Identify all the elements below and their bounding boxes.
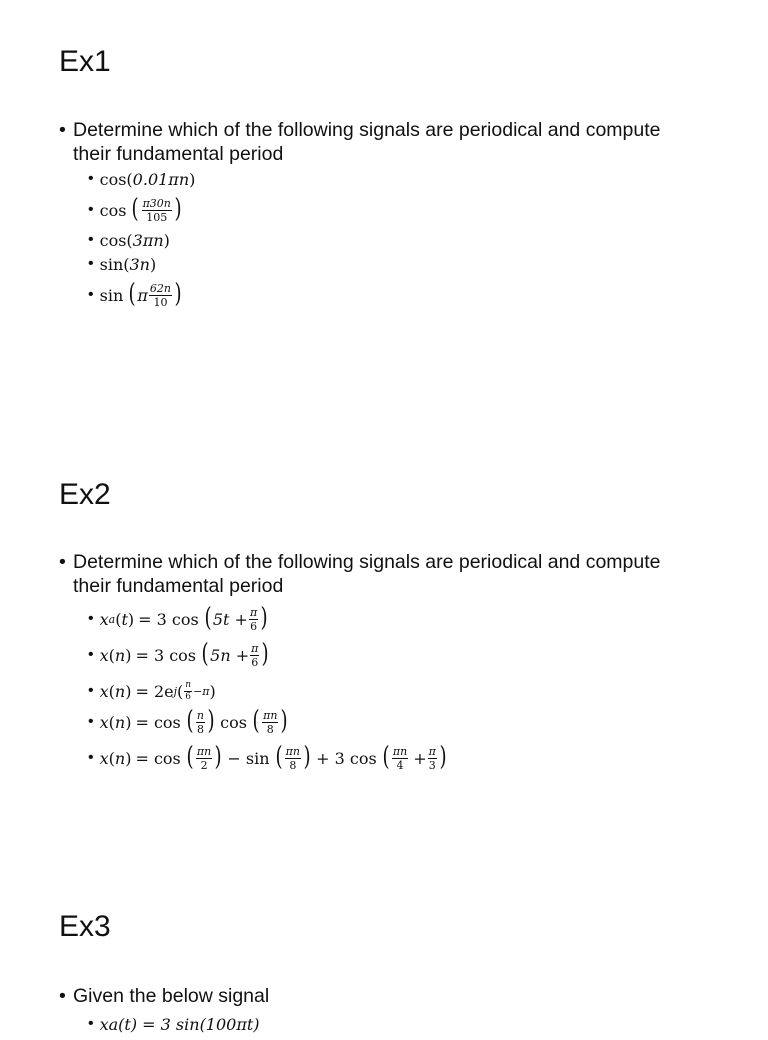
ex1-item-4: • sin ( 3n )	[88, 254, 157, 274]
ex2-bullet	[59, 550, 679, 598]
ex1-title: Ex1	[59, 45, 111, 78]
bullet-dot: •	[59, 551, 66, 573]
ex1-item-2: • cos ( $\frac{\pi 30n}{105}$ )	[88, 193, 182, 224]
bullet-dot: •	[59, 985, 66, 1007]
ex1-bullet	[59, 118, 679, 166]
ex2-item-4: • x ( n ) = cos ( $\frac{n}{8}$ ) cos ( $\frac{\pi n}{8}$ )	[88, 705, 289, 736]
bullet-dot: •	[59, 119, 66, 141]
ex1-item-3: • cos ( 3πn )	[88, 230, 170, 250]
ex2-title: Ex2	[59, 478, 111, 511]
ex2-item-1: • x a ( t ) = 3 cos ( 5t + $\frac{\pi}{6}$ )	[88, 602, 268, 633]
ex2-item-5: • x ( n ) = cos ( $\frac{\pi n}{2}$ ) − sin ( $\frac{\pi n}{8}$ ) + 3 cos ( $\frac{\pi n}{4}$ + $\frac{\pi}{3}$ )	[88, 741, 447, 772]
ex3-bullet-text: Given the below signal	[73, 985, 270, 1007]
ex3-bullet	[59, 984, 679, 1008]
ex2-bullet-text: Determine which of the following signals are periodical and compute their fundamental period	[73, 551, 661, 597]
ex3-title: Ex3	[59, 910, 111, 943]
ex1-item-5: • sin ( π $\frac{62n}{10}$ )	[88, 278, 182, 309]
ex1-item-1: • cos ( 0.01πn )	[88, 169, 196, 189]
ex2-item-3: • x ( n ) = 2e j ( $\frac{n}{6}$ −π )	[88, 679, 216, 702]
ex1-bullet-text: Determine which of the following signals are periodical and compute their fundamental period	[73, 119, 661, 165]
ex2-item-2: • x ( n ) = 3 cos ( 5n + $\frac{\pi}{6}$ )	[88, 638, 270, 669]
ex3-item-1: • xa(t) = 3 sin(100πt)	[88, 1014, 260, 1034]
